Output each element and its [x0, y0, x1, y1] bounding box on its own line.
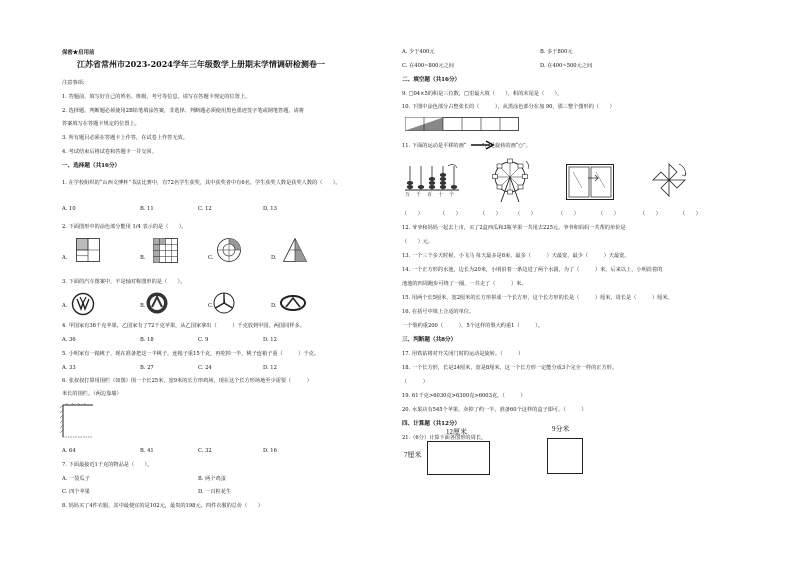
fraction-circle-c — [217, 238, 241, 262]
notice-item: 2. 选择题、判断题必须使用2B铅笔填涂答案，非选择、判断题必须使用黑色墨迹签字笔或钢笔答题，请将 — [62, 108, 304, 114]
option: A. — [62, 255, 68, 261]
option: A. 64 — [62, 448, 76, 454]
question-14: 14. 一个正方形的水池，边长为20米，小明沿着一条边进了两个水圆，为了（ ）米，后来以上，小明沿着的 — [402, 267, 663, 273]
question-2: 2. 下面图形中的涂色部分能用 1/4 表示的是（ ）。 — [62, 224, 187, 230]
vw-logo-icon — [72, 293, 94, 315]
option: C. — [208, 255, 214, 261]
abacus-label: 万 — [405, 192, 411, 198]
option: D. 16 — [263, 448, 277, 454]
option: B. — [140, 303, 146, 309]
question-21: 21.（6分）计算下面各图形的周长。 — [402, 435, 487, 441]
fraction-triangle-d — [283, 238, 307, 262]
notice-item: 3. 所有题目必须在答题卡上作答，在试卷上作答无效。 — [62, 135, 188, 141]
question-5: 5. 小明家有一箱桃子，现在准备把这一半桃子，连箱子重15千克，再吃掉一半，桃子连箱子重（ ）千克。 — [62, 351, 320, 357]
abacus-label: 十 — [438, 192, 444, 198]
question-11: 11. 下面的运动是平移的画“ ”，是旋转的画“○”。 — [402, 143, 531, 149]
option: A. 少于400元 — [402, 49, 435, 55]
answer-blank[interactable]: （ ） — [640, 211, 661, 217]
question-19: 19. 61千克>6030克>6300克>6003克。（ ） — [402, 393, 526, 399]
question-18: 18. 一个长方形，长是24厘米，宽是8厘米，这一个长方形一定能分成3个完全一样的正方形。 — [402, 365, 618, 371]
question-12: 12. 爷爷和妈妈一起去上市，买了2盒西瓜和3瓶苹果一共用去225元。爷爷和妈妈一共帮的单价是 — [402, 225, 626, 231]
question-14-cont: 池池的四周跑步可绕了一圈，一共走了（ ）米。 — [402, 281, 527, 287]
square-side-label: 9分米 — [552, 425, 570, 433]
question-4: 4. 甲国家有36千克苹果，乙国家有了72千克苹果，从乙国家拿出（ ）千克放到甲国，两国同样多。 — [62, 323, 305, 329]
question-13: 13. 一个三个多天时候，小飞马 每天最多是8束，最多（ ）天最宽，最少（ ）天最宽。 — [402, 253, 630, 259]
answer-blank[interactable]: （ ） — [480, 211, 501, 217]
option: C. 9 — [198, 337, 209, 343]
mercedes-logo-icon — [213, 292, 235, 314]
abacus-label: 千 — [416, 192, 422, 198]
option: B. 多于800元 — [540, 49, 573, 55]
question-10: 10. 下图中涂色部分占整张长的（ ），从黑涂色部分在加 90，那三整个图形的（ ） — [402, 104, 615, 110]
question-1: 1. 在学校組织的“山西文博杯”书法比赛中，有72名学生获奖，其中获奖者中有6名，学生获奖人数是获奖人数的（ ）。 — [62, 180, 341, 186]
option: B. 11 — [140, 206, 154, 212]
question-6-cont: 米长的围栏。（两边靠墙） — [62, 391, 122, 397]
answer-blank[interactable]: （ ） — [598, 211, 619, 217]
question-20: 20. 水果店有545个苹果，卖掉了约一半，准备60个这样的盒子即可。（ ） — [402, 407, 587, 413]
question-9: 9. □04×5的积是三位数，□里最大填（ ），积的末尾是（ ）。 — [402, 91, 563, 97]
option: C. 在400~800元之间 — [402, 63, 454, 69]
option: D. — [271, 255, 277, 261]
option: A. 一袋瓜子 — [62, 476, 90, 482]
option: C. 24 — [198, 365, 212, 371]
wall-corner-figure — [60, 403, 94, 439]
emblem-logo-icon — [146, 292, 168, 314]
option: C. 32 — [198, 448, 212, 454]
secret-label: 保密★启用前 — [62, 50, 95, 56]
right-arrow-icon — [470, 140, 494, 150]
infiniti-logo-icon — [280, 295, 306, 311]
question-3: 3. 下面的汽车图案中，不是轴对称图形的是（ ）。 — [62, 279, 186, 285]
question-7: 7. 下面最接近1千克的物品是（ ）。 — [62, 462, 153, 468]
option: B. 18 — [140, 337, 154, 343]
section-heading: 三、判断题（共8分） — [402, 337, 457, 343]
rect-width-label: 12厘米 — [446, 428, 467, 436]
square-figure — [547, 438, 583, 474]
question-15: 15. 用两个长5厘米、宽2厘米的长方形拼成一个长方形，这个长方形的长是（ ）厘米，周长是（ ）厘米。 — [402, 295, 673, 301]
fraction-grid-b — [153, 238, 178, 263]
rect-height-label: 7厘米 — [404, 451, 422, 459]
section-heading: 一、选择题（共16分） — [62, 163, 121, 169]
option: D. — [271, 303, 277, 309]
option: D. 12 — [263, 337, 277, 343]
notice-item: 答案填写在答题卡规定的位置上。 — [62, 121, 140, 127]
abacus-label: 个 — [449, 192, 455, 198]
option: A. 10 — [62, 206, 76, 212]
option: B. — [140, 255, 146, 261]
option: D. 13 — [263, 206, 277, 212]
section-heading: 二、填空题（共16分） — [402, 77, 461, 83]
fraction-square-a — [76, 238, 100, 262]
exam-title: 江苏省常州市2023-2024学年三年级数学上册期末学情调研检测卷一 — [77, 59, 325, 69]
answer-blank[interactable]: （ ） — [440, 211, 461, 217]
ferris-wheel-figure — [488, 159, 532, 203]
notice-item: 1. 答题前，填写好自己的姓名、班级、考号等信息，请写在答题卡规定的位置上。 — [62, 94, 251, 100]
option: D. 12 — [263, 365, 277, 371]
option: A. 36 — [62, 337, 76, 343]
question-18-cont: （ ） — [402, 379, 428, 385]
question-16-cont: 一个梨约重200（ ），5个这样的梨大约重1（ ）。 — [402, 323, 543, 329]
notice-heading: 注意事项: — [62, 80, 85, 86]
option: B. 27 — [140, 365, 154, 371]
option: B. 两个鸡蛋 — [198, 476, 226, 482]
option: A. — [62, 303, 68, 309]
option: A. 33 — [62, 365, 76, 371]
answer-blank[interactable]: （ ） — [402, 211, 423, 217]
pinwheel-figure — [649, 160, 689, 200]
question-16: 16. 在括号中填上合适的单位。 — [402, 309, 475, 315]
notice-item: 4. 考试结束后将试卷和答题卡一并交回。 — [62, 149, 157, 155]
answer-blank[interactable]: （ ） — [515, 211, 536, 217]
question-8: 8. 妈妈买了4件衣服，其中最便宜的是102元，最贵的198元，四件衣服的总价（ ） — [62, 503, 263, 509]
option: D. 一百粒花生 — [198, 489, 232, 495]
answer-blank[interactable]: （ ） — [558, 211, 579, 217]
option: D. 在400~500元之间 — [540, 63, 593, 69]
rectangle-figure — [427, 441, 490, 475]
question-12-cont: （ ）元。 — [402, 239, 434, 245]
question-17: 17. 用铁钻将对开关闭门时的运动是旋转。（ ） — [402, 351, 524, 357]
strip-figure — [405, 117, 519, 131]
section-heading: 四、计算题（共12分） — [402, 421, 461, 427]
window-figure — [566, 164, 614, 200]
abacus-label: 百 — [427, 192, 433, 198]
option: C. — [208, 303, 214, 309]
option: B. 41 — [140, 448, 154, 454]
question-6: 6. 张叔叔打算用围栏（如图）围一个长25米，宽9米的长方形鸡场，现在这个长方形场地至少需要（ ） — [62, 378, 312, 384]
answer-blank[interactable]: （ ） — [680, 211, 701, 217]
option: C. 12 — [198, 206, 212, 212]
option: C. 四个苹果 — [62, 489, 90, 495]
